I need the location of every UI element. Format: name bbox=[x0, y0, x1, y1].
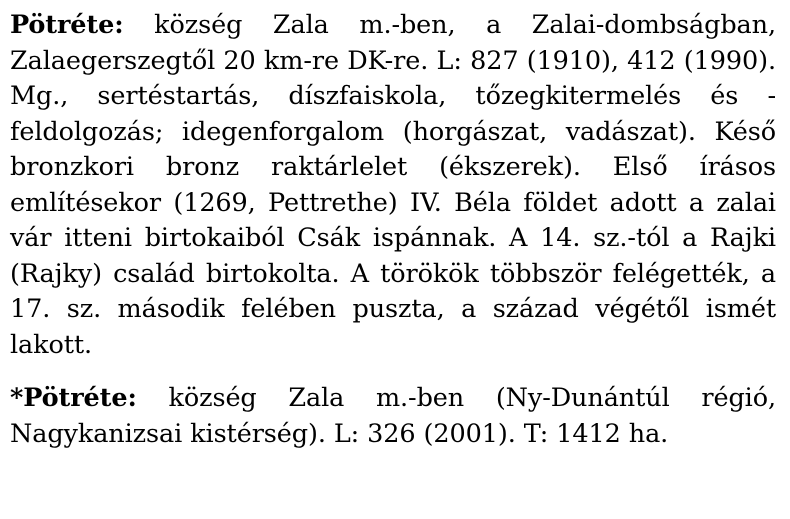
dictionary-entry-secondary bbox=[10, 381, 776, 452]
dictionary-entry-primary bbox=[10, 8, 776, 363]
entry-headword: Pötréte: bbox=[10, 10, 124, 40]
entry-headword-starred: *Pötréte: bbox=[10, 383, 137, 413]
entry-body-starred: község Zala m.-ben (Ny-Dunántúl régió, Nagykanizsai kistérség). L: 326 (2001). T: 1412 ha. bbox=[10, 383, 776, 449]
entry-body: község Zala m.-ben, a Zalai-dombságban, Zalaegerszegtől 20 km-re DK-re. L: 827 (1910), 412 (1990). Mg., sertéstartás, díszfaiskola, tőzegkitermelés és -feldolgozás; idegenforgalom (horgászat, vadászat). Késő bronzkori bronz raktárlelet (ékszerek). Első írásos említésekor (1269, Pettrethe) IV. Béla földet adott a zalai vár itteni birtokaiból Csák ispánnak. A 14. sz.-tól a Rajki (Rajky) család birtokolta. A törökök többször felégették, a 17. sz. második felében puszta, a század végétől ismét lakott. bbox=[10, 10, 776, 360]
